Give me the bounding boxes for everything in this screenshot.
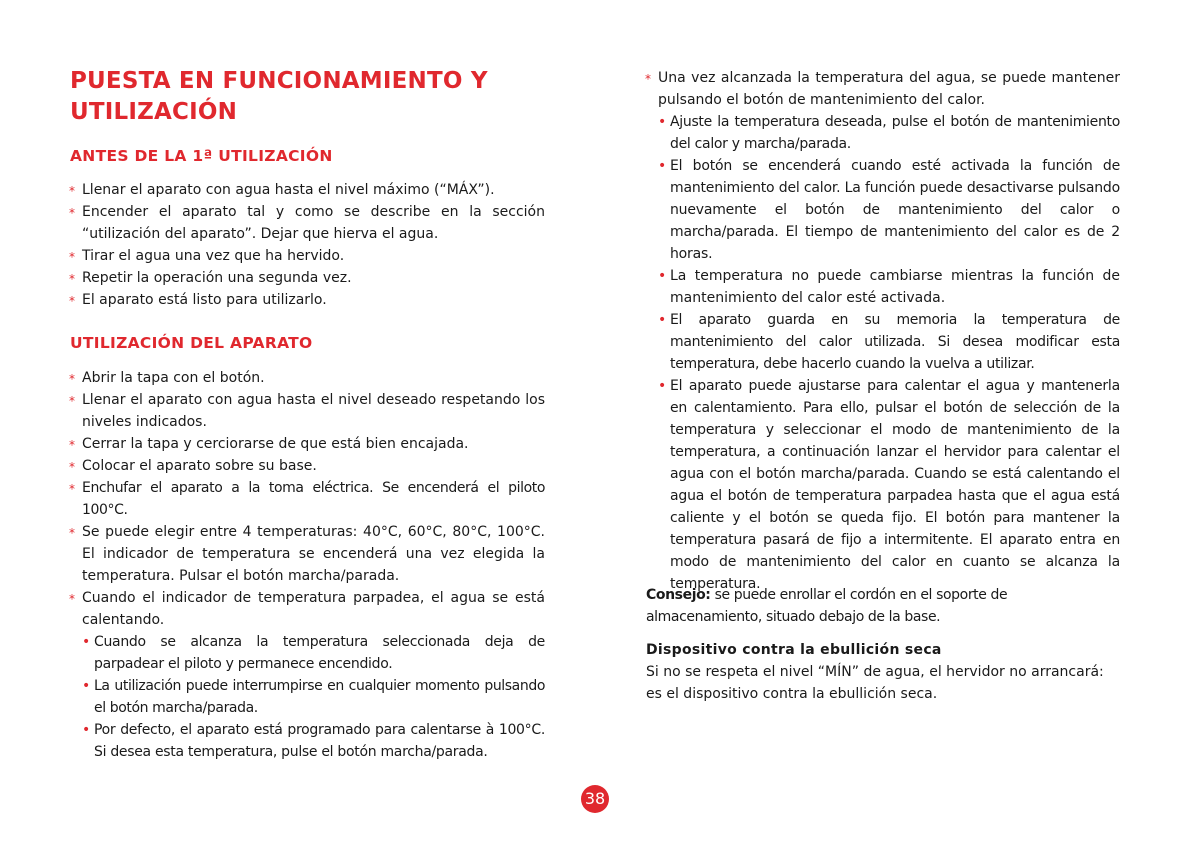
dot-bullet-icon: • (658, 312, 666, 328)
list-item: * El aparato está listo para utilizarlo. (70, 289, 545, 311)
dot-bullet-icon: • (82, 678, 90, 694)
section-heading-using-appliance: UTILIZACIÓN DEL APARATO (70, 334, 313, 352)
asterisk-bullet-icon: * (69, 250, 75, 264)
dot-bullet-icon: • (82, 634, 90, 650)
sub-list-item: • El botón se encenderá cuando esté activada la función de mantenimiento del calor. La función puede desactivarse pulsando nuevamente el botón de mantenimiento del calor o marcha/parada. El tiempo de mantenimiento del calor es de 2 horas. (646, 155, 1120, 265)
using-appliance-list (70, 367, 545, 763)
asterisk-bullet-icon: * (69, 206, 75, 220)
sub-list-item: • La utilización puede interrumpirse en cualquier momento pulsando el botón marcha/parada. (70, 675, 545, 719)
sub-list-item: • Cuando se alcanza la temperatura seleccionada deja de parpadear el piloto y permanece encendido. (70, 631, 545, 675)
list-item: * Abrir la tapa con el botón. (70, 367, 545, 389)
page-title: PUESTA EN FUNCIONAMIENTO Y UTILIZACIÓN (70, 68, 488, 125)
dot-bullet-icon: • (658, 378, 667, 394)
dry-boil-text: Si no se respeta el nivel “MÍN” de agua, el hervidor no arrancará: es el dispositivo contra la ebullición seca. (646, 664, 1104, 702)
asterisk-bullet-icon: * (69, 592, 75, 606)
list-item: * Llenar el aparato con agua hasta el nivel máximo (“MÁX”). (70, 179, 545, 201)
sub-list-item: • Ajuste la temperatura deseada, pulse el botón de mantenimiento del calor y marcha/parada. (646, 111, 1120, 155)
asterisk-bullet-icon: * (645, 72, 651, 86)
sub-list-item: • Por defecto, el aparato está programado para calentarse à 100°C. Si desea esta temperatura, pulse el botón marcha/parada. (70, 719, 545, 763)
sub-list-item: • La temperatura no puede cambiarse mientras la función de mantenimiento del calor esté activada. (646, 265, 1120, 309)
asterisk-bullet-icon: * (69, 438, 75, 452)
list-item: * Tirar el agua una vez que ha hervido. (70, 245, 545, 267)
list-item: * Cuando el indicador de temperatura parpadea, el agua se está calentando. (69, 590, 545, 628)
asterisk-bullet-icon: * (69, 184, 75, 198)
list-item: * Cerrar la tapa y cerciorarse de que está bien encajada. (70, 433, 545, 455)
asterisk-bullet-icon: * (69, 526, 75, 540)
asterisk-bullet-icon: * (69, 272, 75, 286)
list-item: * Repetir la operación una segunda vez. (70, 267, 545, 289)
asterisk-bullet-icon: * (69, 460, 75, 474)
before-first-use-list (70, 179, 545, 311)
tip-paragraph (646, 584, 1120, 628)
tip-text: se puede enrollar el cordón en el soporte de almacenamiento, situado debajo de la base. (646, 587, 1008, 625)
tip-label: Consejo: (646, 587, 711, 603)
list-item: * Se puede elegir entre 4 temperaturas: 40°C, 60°C, 80°C, 100°C. El indicador de temperatura se encenderá una vez elegida la temperatura. Pulsar el botón marcha/parada. (69, 524, 545, 584)
sub-list-item: • El aparato puede ajustarse para calentar el agua y mantenerla en calentamiento. Para ello, pulsar el botón de selección de la temperatura y seleccionar el modo de mantenimiento de la temperatura, a continuación lanzar el hervidor para calentar el agua con el botón marcha/parada. Cuando se está calentando el agua el botón de temperatura parpadea hasta que el agua está caliente y el botón se queda fijo. El botón para mantener la temperatura pasará de fijo a intermitente. El aparato entra en modo de mantenimiento del calor en cuanto se alcanza la temperatura. (646, 375, 1120, 595)
keep-warm-list (646, 67, 1120, 595)
dry-boil-section (646, 639, 1120, 705)
dot-bullet-icon: • (82, 722, 90, 738)
list-item: * Encender el aparato tal y como se describe en la sección “utilización del aparato”. Dejar que hierva el agua. (69, 204, 545, 242)
asterisk-bullet-icon: * (69, 372, 75, 386)
dry-boil-title: Dispositivo contra la ebullición seca (646, 642, 942, 658)
list-item: * Una vez alcanzada la temperatura del agua, se puede mantener pulsando el botón de mantenimiento del calor. (645, 70, 1120, 108)
dot-bullet-icon: • (658, 268, 667, 284)
dot-bullet-icon: • (658, 114, 666, 130)
list-item: * Enchufar el aparato a la toma eléctrica. Se encenderá el piloto 100°C. (69, 480, 545, 518)
list-item: * Colocar el aparato sobre su base. (70, 455, 545, 477)
dot-bullet-icon: • (658, 158, 667, 174)
asterisk-bullet-icon: * (69, 294, 75, 308)
asterisk-bullet-icon: * (69, 394, 75, 408)
sub-list-item: • El aparato guarda en su memoria la temperatura de mantenimiento del calor utilizada. Si desea modificar esta temperatura, debe hacerlo cuando la vuelva a utilizar. (646, 309, 1120, 375)
section-heading-before-first-use: ANTES DE LA 1ª UTILIZACIÓN (70, 147, 333, 165)
list-item: * Llenar el aparato con agua hasta el nivel deseado respetando los niveles indicados. (69, 392, 545, 430)
page-number-badge: 38 (581, 785, 609, 813)
asterisk-bullet-icon: * (69, 482, 75, 496)
